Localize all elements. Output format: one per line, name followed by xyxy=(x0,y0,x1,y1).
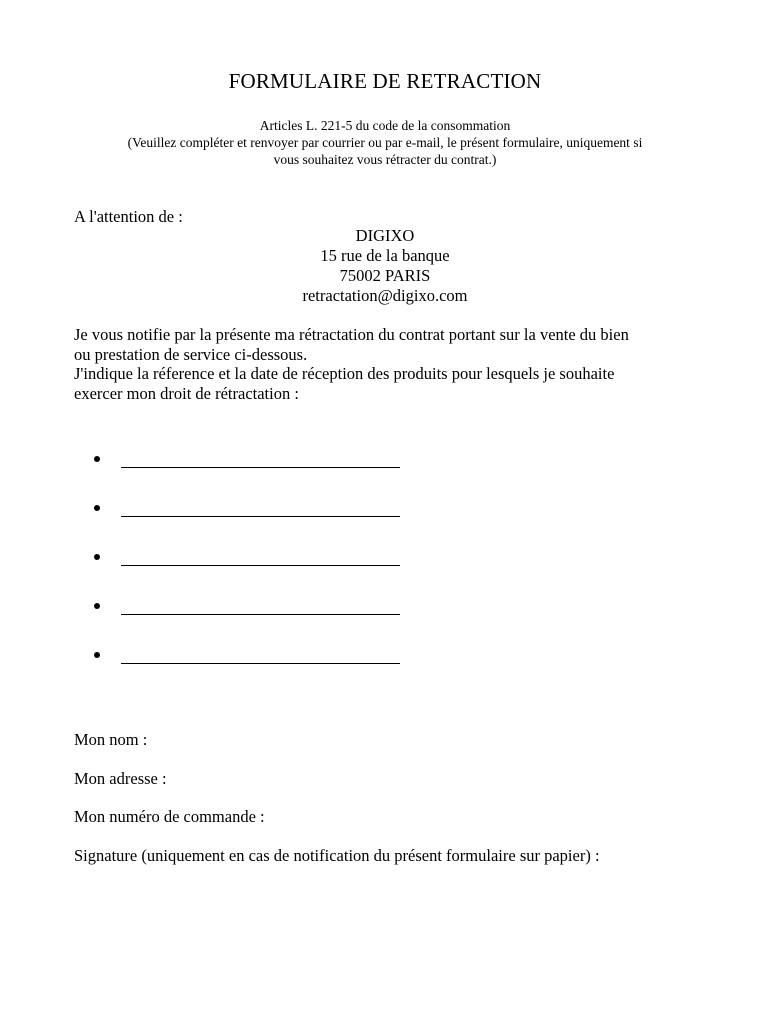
list-item xyxy=(94,497,400,546)
recipient-street: 15 rue de la banque xyxy=(320,246,450,265)
list-item xyxy=(94,595,400,644)
instructions-line-2: vous souhaitez vous rétracter du contrat.) xyxy=(273,152,497,167)
name-field-label: Mon nom : xyxy=(74,730,148,749)
bullet-icon xyxy=(94,456,100,462)
body-line-4: exercer mon droit de rétractation : xyxy=(74,383,299,403)
legal-reference: Articles L. 221-5 du code de la consommation xyxy=(259,118,511,133)
order-number-field-label: Mon numéro de commande : xyxy=(74,807,265,827)
bullet-icon xyxy=(94,554,100,560)
body-line-1: Je vous notifie par la présente ma rétractation du contrat portant sur la vente du bien xyxy=(74,325,629,344)
list-item xyxy=(94,546,400,595)
attention-label: A l'attention de : xyxy=(74,207,183,226)
blank-entry-line[interactable] xyxy=(121,644,400,664)
notification-text xyxy=(74,325,714,403)
list-item xyxy=(94,448,400,497)
signature-field-label: Signature (uniquement en cas de notification du présent formulaire sur papier) : xyxy=(74,846,600,866)
address-field-label: Mon adresse : xyxy=(74,768,167,788)
body-line-3: J'indique la réference et la date de réception des produits pour lesquels je souhaite xyxy=(74,364,615,383)
page-title: FORMULAIRE DE RETRACTION xyxy=(228,69,542,93)
customer-fields xyxy=(74,730,600,885)
bullet-icon xyxy=(94,603,100,609)
bullet-icon xyxy=(94,505,100,511)
blank-entry-line[interactable] xyxy=(121,595,400,615)
recipient-name: DIGIXO xyxy=(355,226,415,245)
legal-subheading xyxy=(60,117,710,168)
product-reference-list xyxy=(94,448,400,693)
body-line-2: ou prestation de service ci-dessous. xyxy=(74,344,308,364)
recipient-address xyxy=(0,226,770,306)
recipient-city: 75002 PARIS xyxy=(339,266,431,285)
recipient-email: retractation@digixo.com xyxy=(302,286,468,305)
blank-entry-line[interactable] xyxy=(121,546,400,566)
list-item xyxy=(94,644,400,693)
blank-entry-line[interactable] xyxy=(121,497,400,517)
bullet-icon xyxy=(94,652,100,658)
instructions-line-1: (Veuillez compléter et renvoyer par courrier ou par e-mail, le présent formulaire, uniquement si xyxy=(127,135,643,150)
blank-entry-line[interactable] xyxy=(121,448,400,468)
